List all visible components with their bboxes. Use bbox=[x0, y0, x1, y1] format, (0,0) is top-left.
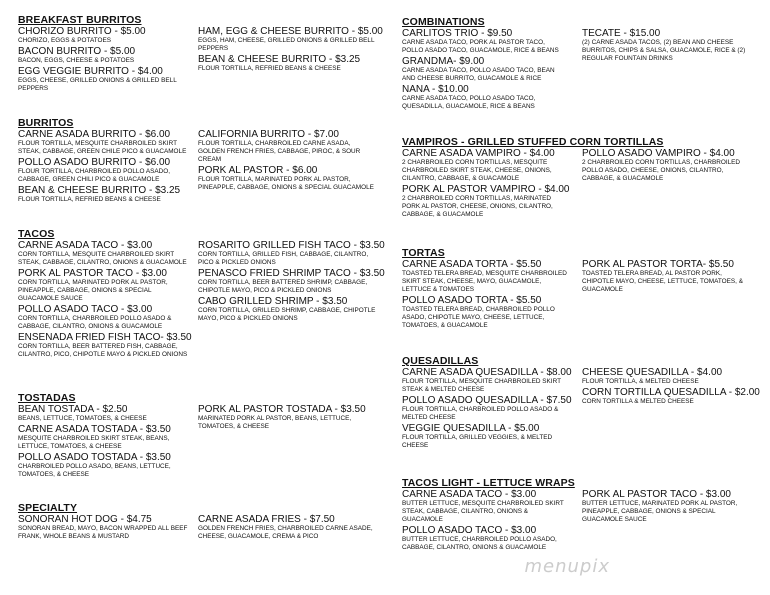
section-breakfast-burritos bbox=[18, 14, 383, 92]
menu-item bbox=[582, 367, 752, 386]
menu-item-name: TECATE - $15.00 bbox=[582, 28, 661, 39]
menu-item-name: BEAN & CHEESE BURRITO - $3.25 bbox=[18, 185, 181, 196]
menu-item-name: CARNE ASADA QUESADILLA - $8.00 bbox=[402, 367, 572, 378]
menu-item-description: CHORIZO, EGGS & POTATOES bbox=[18, 37, 112, 44]
watermark: menupix bbox=[524, 556, 610, 577]
right-column bbox=[198, 404, 376, 432]
menu-item-name: SONORAN HOT DOG - $4.75 bbox=[18, 514, 152, 525]
menu-item-description: CARNE ASADA TACO, POLLO ASADO TACO, BEAN AND CHEESE BURRITO, GUACAMOLE & RICE bbox=[402, 67, 555, 82]
menu-item-description: GOLDEN FRENCH FRIES, CHARBROILED CARNE ASADE, CHEESE, GUACAMOLE, CREMA & PICO bbox=[198, 525, 373, 540]
menu-item bbox=[198, 129, 376, 164]
menu-item bbox=[582, 148, 747, 183]
left-column bbox=[18, 129, 188, 205]
section-tostadas bbox=[18, 392, 366, 478]
menu-item-name: PORK AL PASTOR - $6.00 bbox=[198, 165, 318, 176]
menu-item bbox=[198, 296, 376, 323]
menu-item bbox=[18, 240, 188, 267]
menu-item bbox=[402, 148, 567, 183]
left-column bbox=[402, 28, 567, 112]
section-title: SPECIALTY bbox=[18, 502, 78, 514]
menu-item-name: CABO GRILLED SHRIMP - $3.50 bbox=[198, 296, 348, 307]
section-title: BURRITOS bbox=[18, 117, 74, 129]
section-title: TOSTADAS bbox=[18, 392, 76, 404]
menu-item-name: CARLITOS TRIO - $9.50 bbox=[402, 28, 513, 39]
menu-item-description: CARNE ASADA TACO, POLLO ASADO TACO, QUESADILLA, GUACAMOLE, RICE & BEANS bbox=[402, 95, 536, 110]
menu-item-name: HAM, EGG & CHEESE BURRITO - $5.00 bbox=[198, 26, 383, 37]
menu-item-name: BEAN & CHEESE BURRITO - $3.25 bbox=[198, 54, 361, 65]
menu-item bbox=[18, 66, 188, 93]
left-column bbox=[402, 259, 567, 331]
section-title: COMBINATIONS bbox=[402, 16, 485, 28]
menu-item-name: PORK AL PASTOR TACO - $3.00 bbox=[18, 268, 167, 279]
menu-item bbox=[18, 424, 188, 451]
menu-item bbox=[582, 489, 752, 524]
section-burritos bbox=[18, 117, 374, 203]
right-column bbox=[198, 514, 376, 542]
section-title: TACOS bbox=[18, 228, 55, 240]
menu-item bbox=[582, 28, 752, 63]
menu-item bbox=[18, 404, 188, 423]
right-column bbox=[582, 489, 752, 525]
menu-item-name: CARNE ASADA TOSTADA - $3.50 bbox=[18, 424, 171, 435]
right-column bbox=[198, 240, 385, 324]
menu-item bbox=[198, 404, 376, 431]
menu-item-name: CARNE ASADA TACO - $3.00 bbox=[402, 489, 537, 500]
menu-item-description: EGGS, HAM, CHEESE, GRILLED ONIONS & GRILLED BELL PEPPERS bbox=[198, 37, 375, 52]
menu-item-name: CHORIZO BURRITO - $5.00 bbox=[18, 26, 146, 37]
menu-item-name: PORK AL PASTOR VAMPIRO - $4.00 bbox=[402, 184, 570, 195]
menu-item bbox=[402, 295, 567, 330]
menu-item-description: (2) CARNE ASADA TACOS, (2) BEAN AND CHEESE BURRITOS, CHIPS & SALSA, GUACAMOLE, RICE & (2) REGULAR FOUNTAIN DRINKS bbox=[582, 39, 746, 62]
menu-item bbox=[582, 259, 752, 294]
left-column bbox=[18, 404, 188, 480]
menu-item-description: CORN TORTILLA, GRILLED SHRIMP, CABBAGE, CHIPOTLE MAYO, PICO & PICKLED ONIONS bbox=[198, 307, 376, 322]
menu-item-description: BUTTER LETTUCE, CHARBROILED POLLO ASADO, CABBAGE, CILANTRO, ONIONS & GUACAMOLE bbox=[402, 536, 557, 551]
menu-item-name: CALIFORNIA BURRITO - $7.00 bbox=[198, 129, 339, 140]
menu-item-name: NANA - $10.00 bbox=[402, 84, 469, 95]
menu-item-name: POLLO ASADO VAMPIRO - $4.00 bbox=[582, 148, 735, 159]
menu-item-name: CHEESE QUESADILLA - $4.00 bbox=[582, 367, 723, 378]
menu-item bbox=[18, 514, 188, 541]
menu-item-name: PORK AL PASTOR TOSTADA - $3.50 bbox=[198, 404, 366, 415]
right-column bbox=[198, 129, 376, 193]
menu-item-name: PENASCO FRIED SHRIMP TACO - $3.50 bbox=[198, 268, 385, 279]
menu-item-description: CARNE ASADA TACO, PORK AL PASTOR TACO, POLLO ASADO TACO, GUACAMOLE, RICE & BEANS bbox=[402, 39, 559, 54]
menu-item-name: CARNE ASADA TORTA - $5.50 bbox=[402, 259, 542, 270]
menu-item-name: POLLO ASADO TACO - $3.00 bbox=[402, 525, 537, 536]
menu-item bbox=[402, 84, 567, 111]
section-title: TORTAS bbox=[402, 247, 445, 259]
menu-item bbox=[198, 514, 376, 541]
menu-item bbox=[402, 367, 572, 394]
section-specialty bbox=[18, 502, 373, 540]
menu-item bbox=[18, 26, 188, 45]
section-combinations bbox=[402, 16, 746, 110]
menu-item-name: CARNE ASADA FRIES - $7.50 bbox=[198, 514, 335, 525]
menu-item-description: TOASTED TELERA BREAD, AL PASTOR PORK, CHIPOTLE MAYO, CHEESE, LETTUCE, TOMATOES, & GUACAMOLE bbox=[582, 270, 743, 293]
menu-item-name: EGG VEGGIE BURRITO - $4.00 bbox=[18, 66, 163, 77]
menu-item-description: FLOUR TORTILLA, MESQUITE CHARBROILED SKIRT STEAK, CABBAGE, GREEN CHILE PICO & GUACAMOLE bbox=[18, 140, 187, 155]
menu-item bbox=[402, 28, 567, 55]
menu-item bbox=[402, 489, 567, 524]
menu-item bbox=[402, 423, 567, 450]
menu-item-description: 2 CHARBROILED CORN TORTILLAS, MARINATED PORK AL PASTOR, CHEESE, ONIONS, CILANTRO, CABBAGE, & GUACAMOLE bbox=[402, 195, 553, 218]
menu-item-description: CORN TORTILLA, GRILLED FISH, CABBAGE, CILANTRO, PICO & PICKLED ONIONS bbox=[198, 251, 369, 266]
menu-item-description: TOASTED TELERA BREAD, CHARBROILED POLLO ASADO, CHIPOTLE MAYO, CHEESE, LETTUCE, TOMATOES, & GUACAMOLE bbox=[402, 306, 555, 329]
menu-item-name: CARNE ASADA VAMPIRO - $4.00 bbox=[402, 148, 555, 159]
menu-item-description: CORN TORTILLA & MELTED CHEESE bbox=[582, 398, 694, 405]
menu-item bbox=[402, 56, 567, 83]
menu-item bbox=[402, 259, 567, 294]
menu-item bbox=[198, 26, 383, 53]
menu-item-name: ENSENADA FRIED FISH TACO- $3.50 bbox=[18, 332, 192, 343]
menu-item bbox=[18, 452, 188, 479]
menu-item bbox=[18, 157, 188, 184]
section-vampiros bbox=[402, 136, 741, 218]
menu-item bbox=[18, 268, 188, 303]
menu-item-description: FLOUR TORTILLA, REFRIED BEANS & CHEESE bbox=[198, 65, 341, 72]
menu-item-name: GRANDMA- $9.00 bbox=[402, 56, 485, 67]
menu-item-description: FLOUR TORTILLA, MARINATED PORK AL PASTOR, PINEAPPLE, CABBAGE, ONIONS & SPECIAL GUACAMOLE bbox=[198, 176, 374, 191]
menu-item-description: FLOUR TORTILLA, CHARBROILED POLLO ASADO, CABBAGE, GREEN CHILI PICO & GUACAMOLE bbox=[18, 168, 171, 183]
menu-item-description: BUTTER LETTUCE, MARINATED PORK AL PASTOR, PINEAPPLE, CABBAGE, ONIONS & SPECIAL GUACAMOLE SAUCE bbox=[582, 500, 738, 523]
menu-item-name: VEGGIE QUESADILLA - $5.00 bbox=[402, 423, 540, 434]
menu-item-name: BACON BURRITO - $5.00 bbox=[18, 46, 136, 57]
section-title: VAMPIROS - GRILLED STUFFED CORN TORTILLAS bbox=[402, 136, 664, 148]
menu-item-description: CORN TORTILLA, MESQUITE CHARBROILED SKIRT STEAK, CABBAGE, CILANTRO, ONIONS & GUACAMOLE bbox=[18, 251, 187, 266]
menu-item-name: PORK AL PASTOR TORTA- $5.50 bbox=[582, 259, 734, 270]
menu-item bbox=[198, 240, 385, 267]
section-title: QUESADILLAS bbox=[402, 355, 479, 367]
menu-item-description: MESQUITE CHARBROILED SKIRT STEAK, BEANS, LETTUCE, TOMATOES, & CHEESE bbox=[18, 435, 170, 450]
menu-item bbox=[402, 395, 572, 422]
section-tortas bbox=[402, 247, 743, 329]
menu-item-name: CARNE ASADA BURRITO - $6.00 bbox=[18, 129, 171, 140]
left-column bbox=[402, 148, 570, 220]
section-title: TACOS LIGHT - LETTUCE WRAPS bbox=[402, 477, 575, 489]
right-column bbox=[582, 367, 760, 407]
menu-item bbox=[402, 184, 570, 219]
menu-item bbox=[198, 165, 376, 192]
right-column bbox=[582, 148, 747, 184]
menu-item bbox=[402, 525, 567, 552]
menu-item-name: PORK AL PASTOR TACO - $3.00 bbox=[582, 489, 731, 500]
right-column bbox=[582, 28, 752, 64]
menu-item bbox=[198, 54, 376, 73]
menu-item-name: BEAN TOSTADA - $2.50 bbox=[18, 404, 128, 415]
menu-item bbox=[18, 46, 188, 65]
left-column bbox=[18, 26, 188, 94]
menu-item-name: POLLO ASADO TORTA - $5.50 bbox=[402, 295, 542, 306]
menu-item-description: CORN TORTILLA, MARINATED PORK AL PASTOR, PINEAPPLE, CABBAGE, ONIONS & SPECIAL GUACAMOLE SAUCE bbox=[18, 279, 168, 302]
menu-item-description: FLOUR TORTILLA, MESQUITE CHARBROILED SKIRT STEAK & MELTED CHEESE bbox=[402, 378, 561, 393]
menu-item-description: 2 CHARBROILED CORN TORTILLAS, CHARBROILED POLLO ASADO, CHEESE, ONIONS, CILANTRO, CABBAGE, & GUACAMOLE bbox=[582, 159, 741, 182]
menu-item-name: CARNE ASADA TACO - $3.00 bbox=[18, 240, 153, 251]
menu-item-name: POLLO ASADO TOSTADA - $3.50 bbox=[18, 452, 171, 463]
section-tacos bbox=[18, 228, 385, 358]
menu-item-description: CORN TORTILLA, CHARBROILED POLLO ASADO & CABBAGE, CILANTRO, ONIONS & GUACAMOLE bbox=[18, 315, 172, 330]
menu-item-description: CORN TORTILLA, BEER BATTERED SHRIMP, CABBAGE, CHIPOTLE MAYO, PICO & PICKLED ONIONS bbox=[198, 279, 368, 294]
menu-item-description: FLOUR TORTILLA, CHARBROILED CARNE ASADA, GOLDEN FRENCH FRIES, CABBAGE, PIROC, & SOUR CREAM bbox=[198, 140, 361, 163]
menu-item-name: POLLO ASADO BURRITO - $6.00 bbox=[18, 157, 171, 168]
menu-item bbox=[18, 304, 188, 331]
menu-item-description: SONORAN BREAD, MAYO, BACON WRAPPED ALL BEEF FRANK, WHOLE BEANS & MUSTARD bbox=[18, 525, 188, 540]
menu-item bbox=[198, 268, 385, 295]
section-quesadillas bbox=[402, 355, 760, 449]
section-title: BREAKFAST BURRITOS bbox=[18, 14, 142, 26]
menu-item-description: EGGS, CHEESE, GRILLED ONIONS & GRILLED BELL PEPPERS bbox=[18, 77, 177, 92]
menu-item-description: FLOUR TORTILLA, & MELTED CHEESE bbox=[582, 378, 699, 385]
menu-item-description: CHARBROILED POLLO ASADO, BEANS, LETTUCE, TOMATOES, & CHEESE bbox=[18, 463, 171, 478]
left-column bbox=[18, 240, 192, 360]
right-column bbox=[582, 259, 752, 295]
menu-item-description: 2 CHARBROILED CORN TORTILLAS, MESQUITE CHARBROILED SKIRT STEAK, CHEESE, ONIONS, CILANTRO, CABBAGE, & GUACAMOLE bbox=[402, 159, 552, 182]
menu-item-name: POLLO ASADO TACO - $3.00 bbox=[18, 304, 153, 315]
left-column bbox=[402, 489, 567, 553]
menu-item bbox=[18, 332, 192, 359]
menu-item-description: TOASTED TELERA BREAD, MESQUITE CHARBROILED SKIRT STEAK, CHEESE, MAYO, GUACAMOLE, LETTUCE & TOMATOES bbox=[402, 270, 567, 293]
menu-item-description: FLOUR TORTILLA, GRILLED VEGGIES, & MELTED CHEESE bbox=[402, 434, 553, 449]
menu-item bbox=[18, 129, 188, 156]
menu-item-description: FLOUR TORTILLA, REFRIED BEANS & CHEESE bbox=[18, 196, 161, 203]
menu-item-description: BEANS, LETTUCE, TOMATOES, & CHEESE bbox=[18, 415, 147, 422]
menu-item-name: POLLO ASADO QUESADILLA - $7.50 bbox=[402, 395, 572, 406]
left-column bbox=[402, 367, 572, 451]
right-column bbox=[198, 26, 383, 74]
menu-item-description: MARINATED PORK AL PASTOR, BEANS, LETTUCE, TOMATOES, & CHEESE bbox=[198, 415, 352, 430]
menu-item-description: FLOUR TORTILLA, CHARBROILED POLLO ASADO & MELTED CHEESE bbox=[402, 406, 559, 421]
section-tacos-light bbox=[402, 477, 738, 551]
left-column bbox=[18, 514, 188, 542]
menu-item-name: CORN TORTILLA QUESADILLA - $2.00 bbox=[582, 387, 760, 398]
menu-item-description: BUTTER LETTUCE, MESQUITE CHARBROILED SKIRT STEAK, CABBAGE, CILANTRO, ONIONS & GUACAMOLE bbox=[402, 500, 564, 523]
menu-item-description: BACON, EGGS, CHEESE & POTATOES bbox=[18, 57, 135, 64]
menu-item-description: CORN TORTILLA, BEER BATTERED FISH, CABBAGE, CILANTRO, PICO, CHIPOTLE MAYO & PICKLED ONIONS bbox=[18, 343, 188, 358]
menu-item bbox=[18, 185, 188, 204]
menu-item bbox=[582, 387, 760, 406]
menu-item-name: ROSARITO GRILLED FISH TACO - $3.50 bbox=[198, 240, 385, 251]
